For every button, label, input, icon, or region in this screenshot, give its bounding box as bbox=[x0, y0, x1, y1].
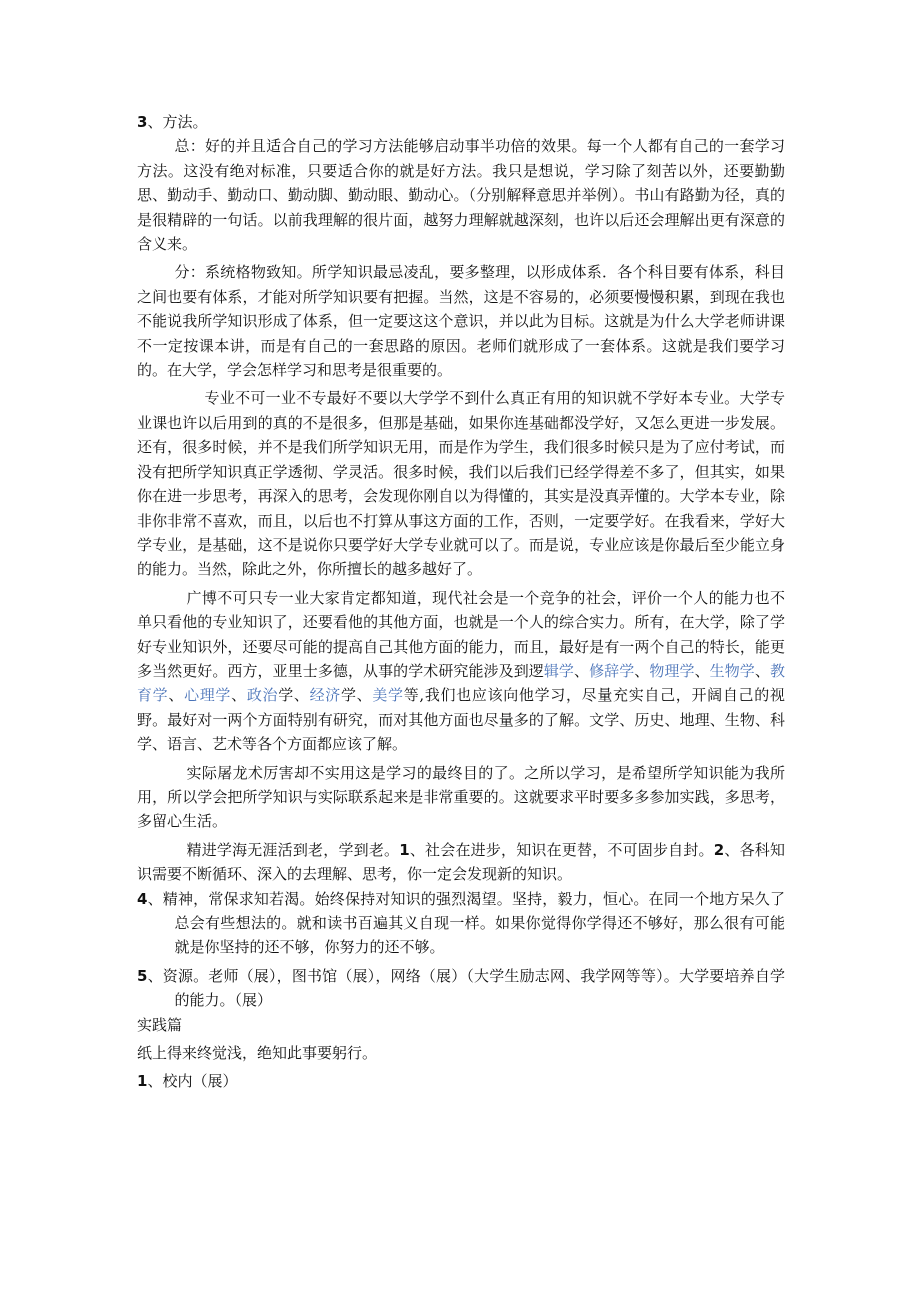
item-number: 2 bbox=[713, 840, 725, 859]
paragraph-specialty: 专业不可一业不专最好不要以大学学不到什么真正有用的知识就不学好本专业。大学专业课也许以后用到的真的不是很多，但那是基础，如果你连基础都没学好，又怎么更进一步发展。还有，很多时候，并不是我们所学知识无用，而是作为学生，我们很多时候只是为了应付考试，而没有把所学知识真正学透彻、学灵活。很多时候，我们以后我们已经学得差不多了，但其实，如果你在进一步思考，再深入的思考，会发现你刚自以为得懂的，其实是没真弄懂的。大学本专业，除非你非常不喜欢，而且，以后也不打算从事这方面的工作，否则，一定要学好。在我看来，学好大学专业，是基础，这不是说你只要学好大学专业就可以了。而是说，专业应该是你最后至少能立身的能力。当然，除此之外，你所擅长的越多越好了。 bbox=[137, 389, 785, 579]
list-item-resources: 5、资源。老师（展），图书馆（展），网络（展）（大学生励志网、我学网等等）。大学要培养自学的能力。（展） bbox=[137, 966, 785, 1010]
item-number: 1 bbox=[137, 1072, 148, 1091]
quote-line: 纸上得来终觉浅，绝知此事要躬行。 bbox=[137, 1044, 378, 1063]
item-number: 3 bbox=[137, 113, 148, 131]
heading-method: 3、方法。 bbox=[137, 113, 208, 131]
paragraph-breadth: 广博不可只专一业大家肯定都知道，现代社会是一个竞争的社会，评价一个人的能力也不单只看他的专业知识了，还要看他的其他方面，也就是一个人的综合实力。所有，在大学，除了学好专业知识外，还要尽可能的提高自己其他方面的能力，而且，最好是有一两个自己的特长，能更多当然更好。西方，亚里士多德，从事的学术研究能涉及到逻辑学、修辞学、物理学、生物学、教育学、心理学、政治学、经济学、美学等,我们也应该向他学习，尽量充实自己，开阔自己的视野。最好对一两个方面特别有研究，而对其他方面也尽量多的了解。文学、历史、地理、生物、科学、语言、艺术等各个方面都应该了解。 bbox=[137, 588, 785, 754]
paragraph-progress: 精进学海无涯活到老，学到老。1、社会在进步，知识在更替，不可固步自封。2、各科知识需要不断循环、深入的去理解、思考，你一定会发现新的知识。 bbox=[137, 840, 785, 884]
link-psychology[interactable]: 心理学 bbox=[184, 686, 232, 705]
paragraph-summary: 总：好的并且适合自己的学习方法能够启动事半功倍的效果。每一个人都有自己的一套学习方法。这没有绝对标准，只要适合你的就是好方法。我只是想说，学习除了刻苦以外，还要勤勤思、勤动手、勤动口、勤动脚、勤动眼、勤动心。（分别解释意思并举例）。书山有路勤为径，真的是很精辟的一句话。以前我理解的很片面，越努力理解就越深刻，也许以后还会理解出更有深意的含义来。 bbox=[137, 137, 785, 254]
section-heading-practice: 实践篇 bbox=[137, 1015, 183, 1034]
item-number: 5 bbox=[137, 966, 148, 985]
link-rhetoric[interactable]: 修辞学 bbox=[589, 661, 635, 680]
link-logic[interactable]: 辑学 bbox=[543, 661, 574, 680]
link-politics[interactable]: 政治 bbox=[246, 686, 279, 705]
item-number: 4 bbox=[137, 889, 148, 908]
document-body bbox=[137, 110, 785, 1094]
item-number: 1 bbox=[399, 840, 410, 859]
link-aesthetics[interactable]: 美学 bbox=[372, 686, 404, 705]
list-item-spirit: 4、精神，常保求知若渴。始终保持对知识的强烈渴望。坚持，毅力，恒心。在同一个地方呆久了总会有些想法的。就和读书百遍其义自现一样。如果你觉得你学得还不够好，那么很有可能就是你坚持的还不够，你努力的还不够。 bbox=[137, 889, 785, 957]
list-item-campus: 1、校内（展） bbox=[137, 1072, 238, 1091]
paragraph-system: 分：系统格物致知。所学知识最忌凌乱，要多整理，以形成体系．各个科目要有体系，科目之间也要有体系，才能对所学知识要有把握。当然，这是不容易的，必须要慢慢积累，到现在我也不能说我所学知识形成了体系，但一定要这这个意识，并以此为目标。这就是为什么大学老师讲课不一定按课本讲，而是有自己的一套思路的原因。老师们就形成了一套体系。这就是我们要学习的。在大学，学会怎样学习和思考是很重要的。 bbox=[137, 263, 785, 380]
link-pedagogy[interactable]: 教育学 bbox=[137, 661, 785, 705]
link-physics[interactable]: 物理学 bbox=[649, 661, 695, 680]
link-economics[interactable]: 经济 bbox=[309, 686, 341, 705]
paragraph-practical: 实际屠龙术厉害却不实用这是学习的最终目的了。之所以学习，是希望所学知识能为我所用，所以学会把所学知识与实际联系起来是非常重要的。这就要求平时要多多参加实践，多思考，多留心生活。 bbox=[137, 763, 785, 831]
link-biology[interactable]: 生物学 bbox=[709, 661, 755, 680]
